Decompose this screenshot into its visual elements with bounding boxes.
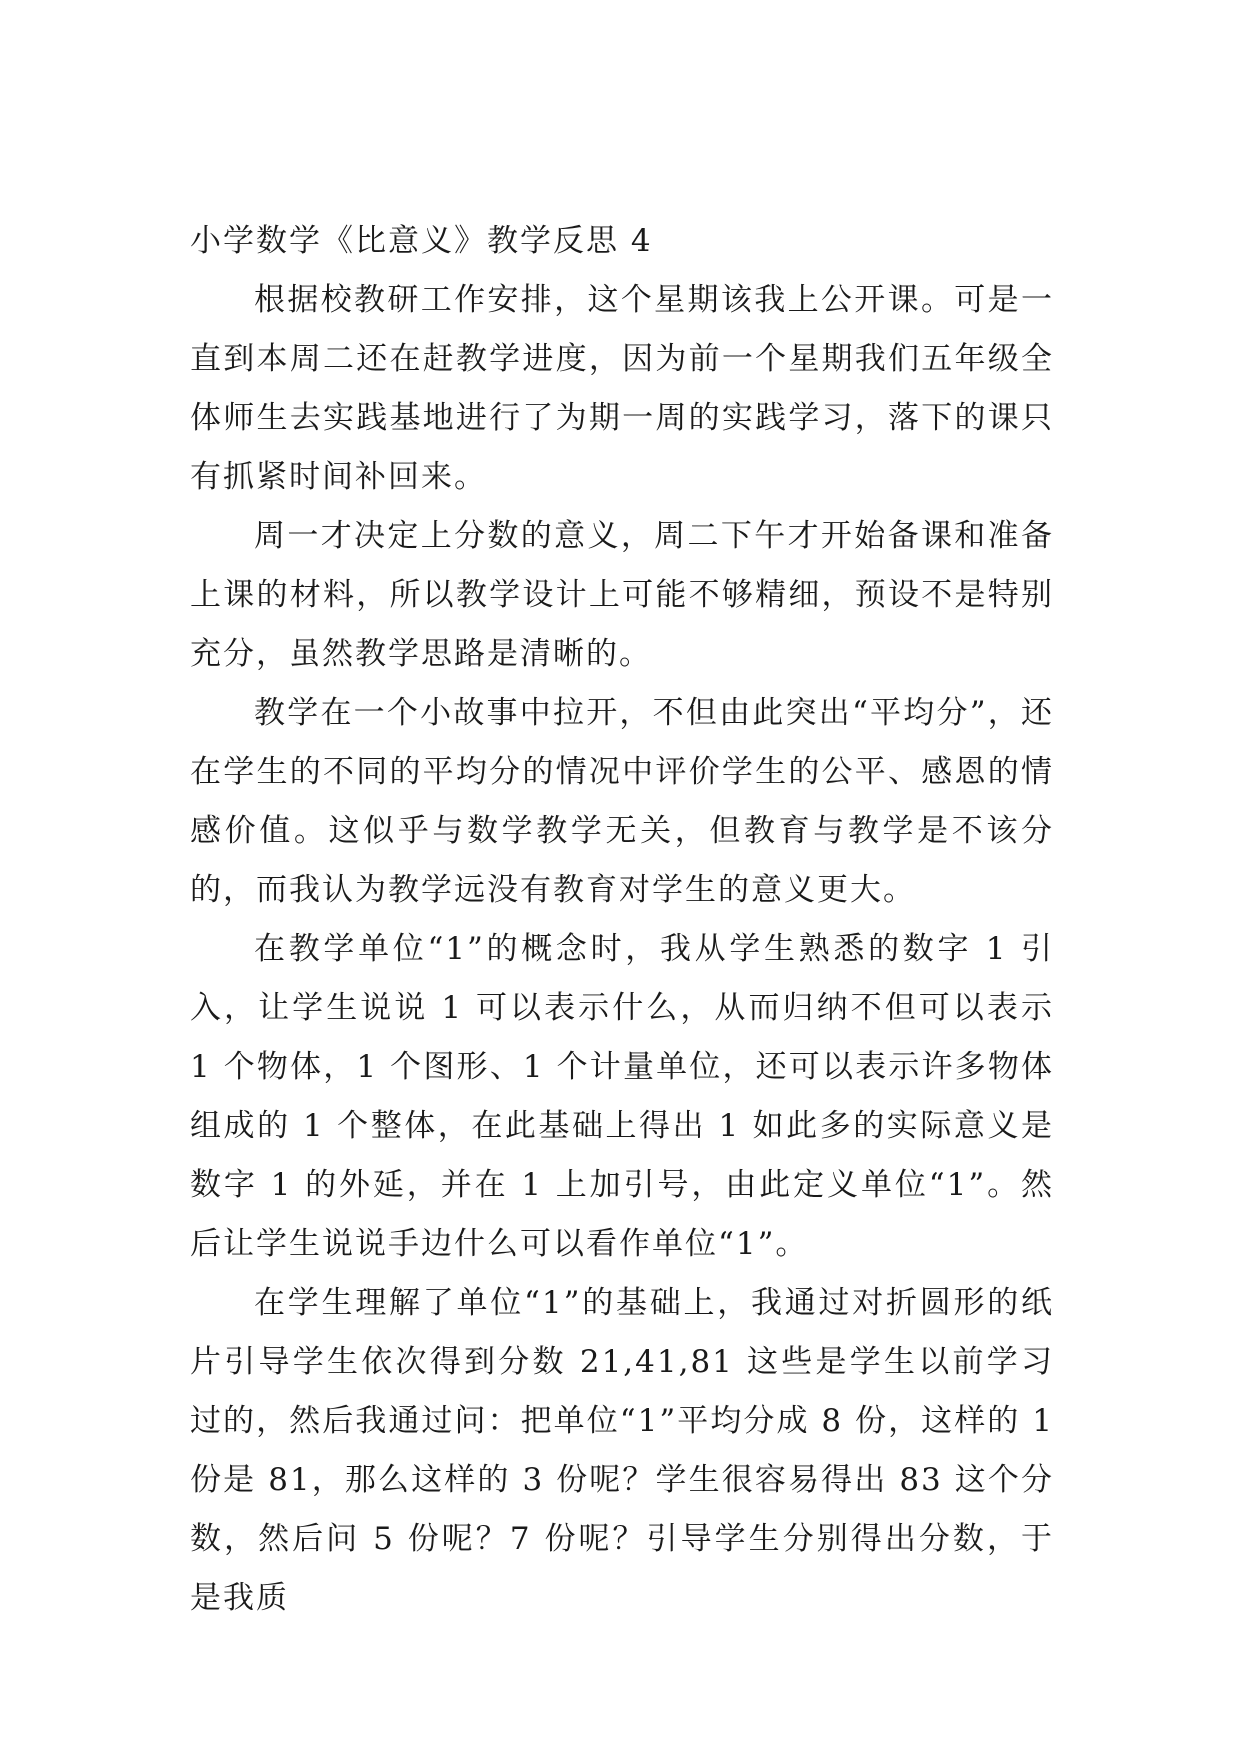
paragraph-1: 根据校教研工作安排，这个星期该我上公开课。可是一直到本周二还在赶教学进度，因为前一个星期我们五年级全体师生去实践基地进行了为期一周的实践学习，落下的课只有抓紧时间补回来。 xyxy=(190,282,1054,495)
paragraph-3: 教学在一个小故事中拉开，不但由此突出“平均分”，还在学生的不同的平均分的情况中评价学生的公平、感恩的情感价值。这似乎与数学教学无关，但教育与教学是不该分的，而我认为教学远没有教育对学生的意义更大。 xyxy=(190,695,1054,908)
paragraph-4: 在教学单位“1”的概念时，我从学生熟悉的数字 1 引入，让学生说说 1 可以表示什么，从而归纳不但可以表示 1 个物体，1 个图形、1 个计量单位，还可以表示许多物体组成的 1 个整体，在此基础上得出 1 如此多的实际意义是数字 1 的外延，并在 1 上加引号，由此定义单位“1”。然后让学生说说手边什么可以看作单位“1”。 xyxy=(190,931,1054,1262)
paragraph-2: 周一才决定上分数的意义，周二下午才开始备课和准备上课的材料，所以教学设计上可能不够精细，预设不是特别充分，虽然教学思路是清晰的。 xyxy=(190,518,1054,672)
paragraph-5: 在学生理解了单位“1”的基础上，我通过对折圆形的纸片引导学生依次得到分数 21,41,81 这些是学生以前学习过的，然后我通过问：把单位“1”平均分成 8 份，这样的 1 份是 81，那么这样的 3 份呢？学生很容易得出 83 这个分数，然后问 5 份呢？7 份呢？引导学生分别得出分数，于是我质 xyxy=(190,1285,1054,1616)
document-title: 小学数学《比意义》教学反思 4 xyxy=(190,223,653,259)
document-body xyxy=(190,212,1054,1628)
